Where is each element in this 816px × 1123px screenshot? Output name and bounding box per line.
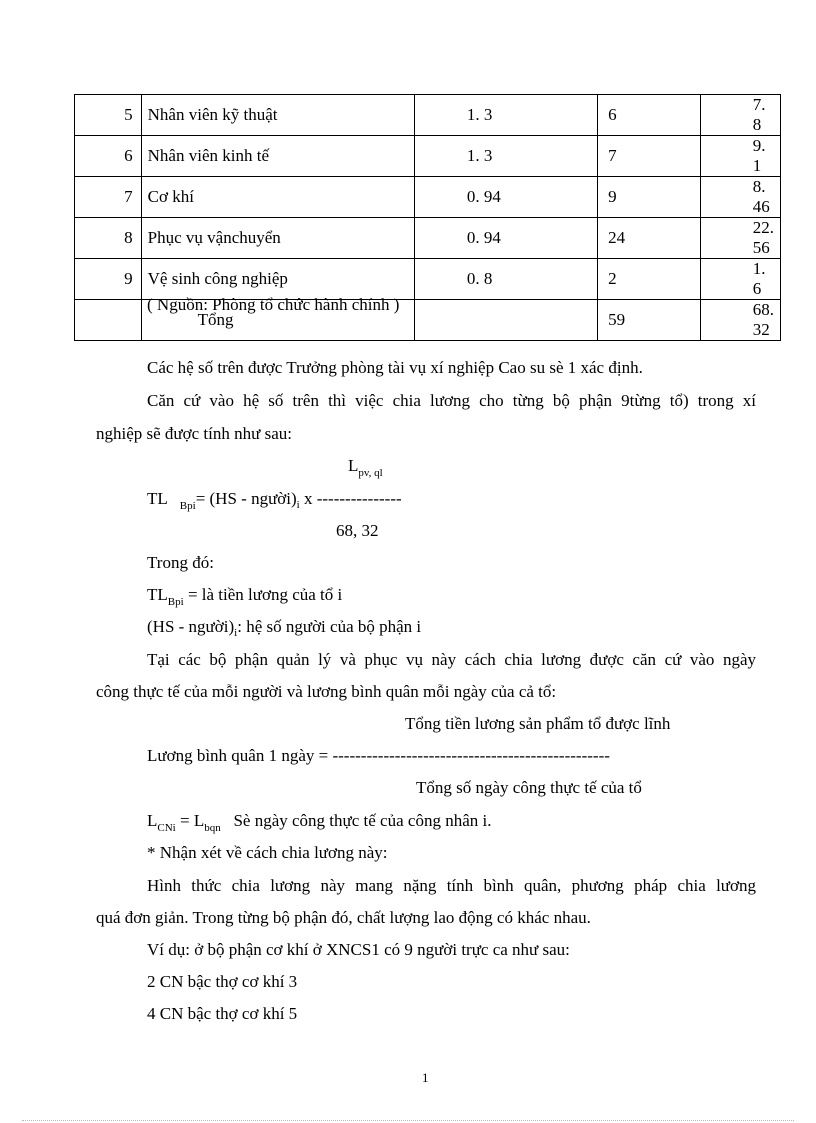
- formula2-equation: Lương bình quân 1 ngày = -------------------------------------------------: [147, 746, 610, 765]
- grand-total: 68. 32: [700, 300, 780, 341]
- coefficient: 0. 94: [414, 177, 597, 218]
- row-number: 8: [75, 218, 142, 259]
- coefficient: 0. 8: [414, 259, 597, 300]
- coefficient-empty: [414, 300, 597, 341]
- coefficient-total: 7. 8: [700, 95, 780, 136]
- coefficient: 1. 3: [414, 136, 597, 177]
- staff-count: 7: [598, 136, 701, 177]
- row-number: 6: [75, 136, 142, 177]
- department-name: Vệ sinh công nghiệp: [141, 259, 414, 300]
- def1-TL: TL: [147, 585, 168, 604]
- coefficient-total: 1. 6: [700, 259, 780, 300]
- table-row: [75, 259, 781, 300]
- row-number: 5: [75, 95, 142, 136]
- staff-count: 9: [598, 177, 701, 218]
- formula1-eq-subscript: i: [296, 499, 300, 511]
- def2-subscript: i: [234, 627, 238, 639]
- def2-text-a: (HS - người): [147, 617, 235, 636]
- paragraph-coefficients: Các hệ số trên được Trưởng phòng tài vụ xí nghiệp Cao su sè 1 xác định.: [147, 358, 643, 377]
- paragraph-basis-line2: nghiệp sẽ được tính như sau:: [96, 424, 292, 443]
- formula1-numerator: [348, 456, 383, 478]
- source-note: ( Nguồn: Phòng tổ chức hành chính ): [147, 295, 400, 314]
- formula2-denominator: Tổng số ngày công thực tế của tổ: [416, 778, 642, 797]
- formula3: [147, 811, 491, 833]
- total-staff-count: 59: [598, 300, 701, 341]
- formula1-eq-part: = (HS - người): [195, 489, 297, 508]
- formula1-L: L: [348, 456, 359, 475]
- paragraph-management-line1: Tại các bộ phận quản lý và phục vụ này cách chia lương được căn cứ vào ngày: [147, 650, 756, 669]
- formula3-subscript2: bqn: [204, 822, 221, 834]
- department-name: Cơ khí: [141, 177, 414, 218]
- coefficient-total: 22. 56: [700, 218, 780, 259]
- where-label: Trong đó:: [147, 553, 214, 572]
- page-bottom-divider: [22, 1120, 794, 1121]
- department-name: Phục vụ vậnchuyển: [141, 218, 414, 259]
- paragraph-remark-line1: Hình thức chia lương này mang nặng tính bình quân, phương pháp chia lương: [147, 876, 756, 895]
- formula1-TL-subscript: Bpi: [179, 500, 196, 512]
- paragraph-basis-line1: Căn cứ vào hệ số trên thì việc chia lương cho từng bộ phận 9từng tổ) trong xí: [147, 391, 756, 410]
- department-name: Nhân viên kỹ thuật: [141, 95, 414, 136]
- example-line: Ví dụ: ở bộ phận cơ khí ở XNCS1 có 9 người trực ca như sau:: [147, 940, 570, 959]
- def2-text-b: : hệ số người của bộ phận i: [237, 617, 422, 636]
- formula1-eq-tail: x ---------------: [303, 489, 402, 508]
- formula1-denominator: 68, 32: [336, 521, 379, 540]
- definition-HS: [147, 617, 421, 639]
- row-number-empty: [75, 300, 142, 341]
- coefficient-total: 9. 1: [700, 136, 780, 177]
- coefficient: 0. 94: [414, 218, 597, 259]
- def1-text: = là tiền lương của tổ i: [187, 585, 343, 604]
- staff-count: 2: [598, 259, 701, 300]
- total-label: Tổng: [141, 300, 414, 341]
- def1-subscript: Bpi: [167, 596, 184, 608]
- table-row: [75, 136, 781, 177]
- coefficient-total: 8. 46: [700, 177, 780, 218]
- formula3-text: Sè ngày công thực tế của công nhân i.: [233, 811, 492, 830]
- remark-heading: * Nhận xét về cách chia lương này:: [147, 843, 388, 862]
- staff-count: 24: [598, 218, 701, 259]
- table-row: [75, 177, 781, 218]
- formula1-equation: [147, 489, 402, 511]
- formula3-eq: = L: [179, 811, 205, 830]
- staff-count: 6: [598, 95, 701, 136]
- table-row: [75, 95, 781, 136]
- table-row: [75, 218, 781, 259]
- paragraph-management-line2: công thực tế của mỗi người và lương bình quân mỗi ngày của cả tổ:: [96, 682, 557, 701]
- formula3-L: L: [147, 811, 158, 830]
- coefficient: 1. 3: [414, 95, 597, 136]
- page-number: 1: [422, 1070, 429, 1085]
- formula1-L-subscript: pv, ql: [358, 467, 383, 479]
- row-number: 9: [75, 259, 142, 300]
- row-number: 7: [75, 177, 142, 218]
- list-item: 2 CN bậc thợ cơ khí 3: [147, 972, 298, 991]
- list-item: 4 CN bậc thợ cơ khí 5: [147, 1004, 298, 1023]
- definition-TL: [147, 585, 342, 607]
- department-name: Nhân viên kinh tế: [141, 136, 414, 177]
- formula3-subscript1: CNi: [157, 822, 176, 834]
- formula2-numerator: Tổng tiền lương sản phẩm tổ được lĩnh: [405, 714, 671, 733]
- formula1-TL: TL: [147, 489, 168, 508]
- paragraph-remark-line2: quá đơn giản. Trong từng bộ phận đó, chất lượng lao động có khác nhau.: [96, 908, 591, 927]
